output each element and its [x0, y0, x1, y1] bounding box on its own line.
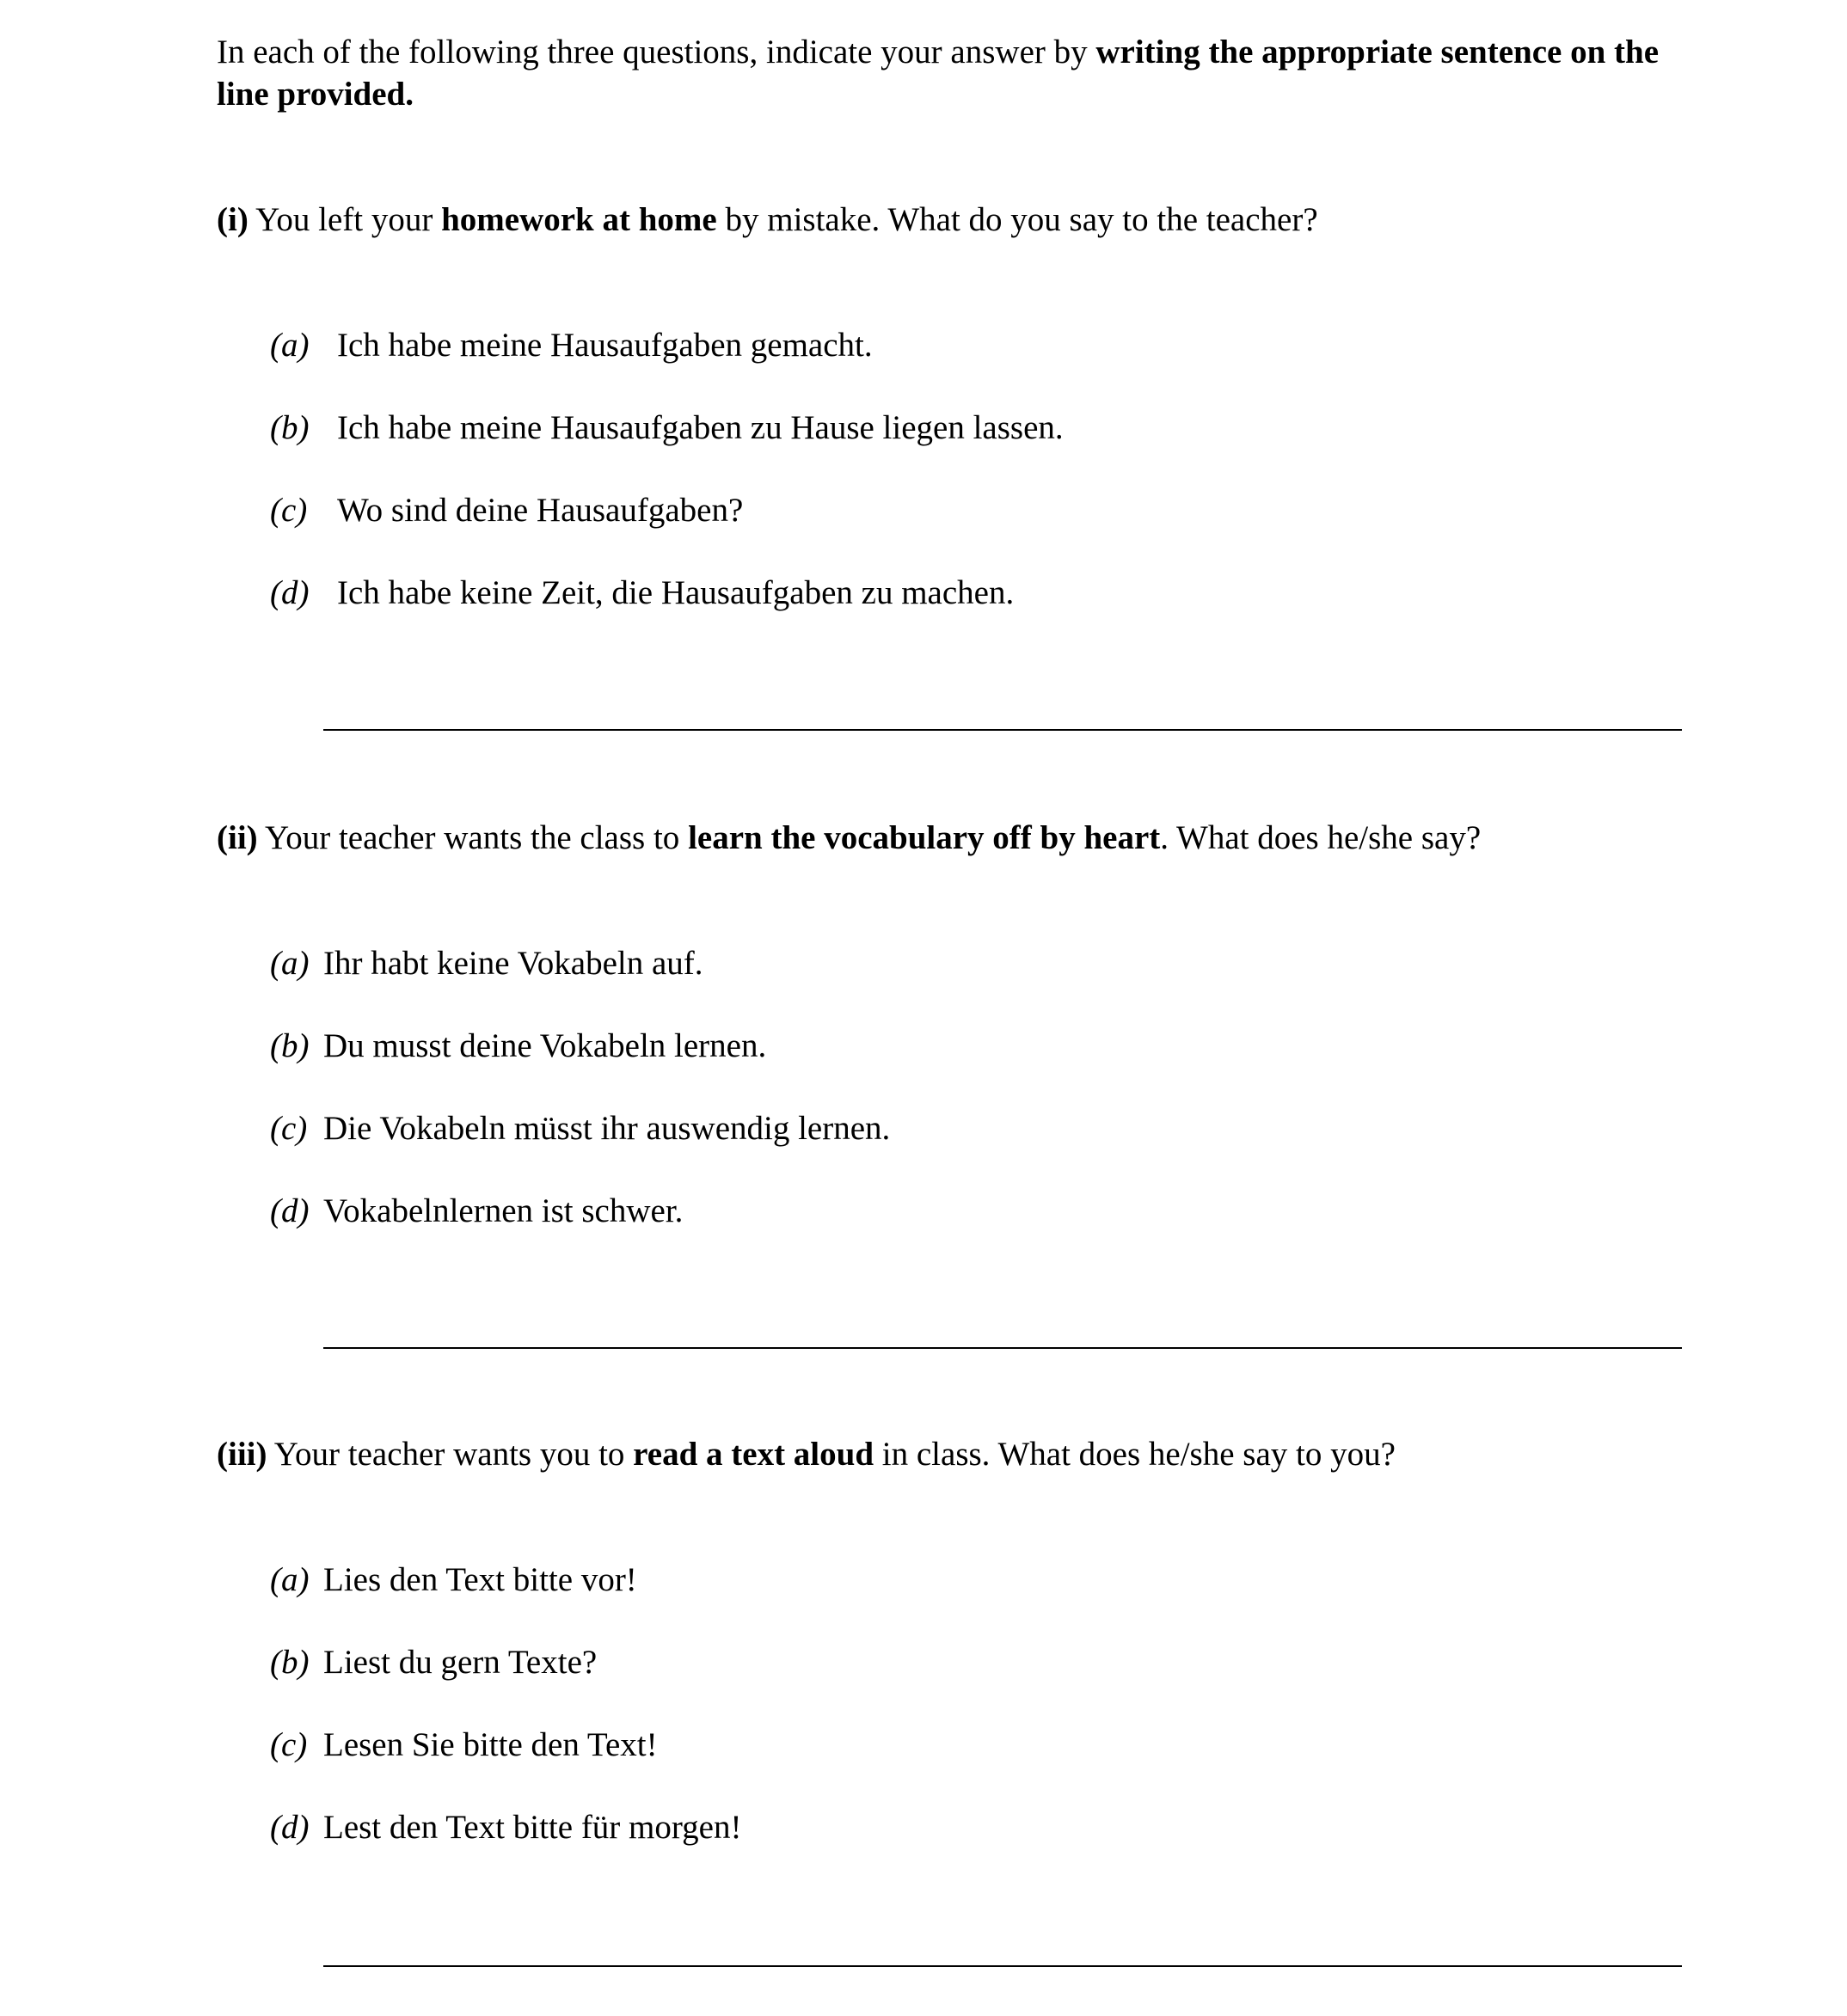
instructions-bold: writing the appropriate sentence on the line provided.	[217, 34, 1660, 113]
option-text: Vokabelnlernen ist schwer.	[323, 1192, 684, 1229]
option-label: (b)	[270, 1644, 310, 1681]
option-text: Lesen Sie bitte den Text!	[323, 1726, 658, 1763]
option-text: Lies den Text bitte vor!	[323, 1561, 637, 1598]
question-number: (i)	[217, 201, 249, 238]
option-label: (d)	[270, 1192, 310, 1229]
option-label: (a)	[270, 327, 310, 364]
question-number: (ii)	[217, 819, 258, 856]
option-label: (d)	[270, 1809, 310, 1846]
option-text: Die Vokabeln müsst ihr auswendig lernen.	[323, 1110, 891, 1147]
option-d	[270, 573, 1014, 615]
question-key-phrase: learn the vocabulary off by heart	[688, 819, 1161, 856]
option-b	[270, 1642, 597, 1684]
option-c	[270, 1725, 658, 1767]
option-text: Wo sind deine Hausaufgaben?	[337, 492, 744, 529]
option-d	[270, 1191, 683, 1233]
option-text: Ich habe meine Hausaufgaben zu Hause liegen lassen.	[337, 409, 1064, 446]
option-c	[270, 490, 743, 532]
answer-line-1[interactable]	[323, 729, 1682, 731]
option-c	[270, 1108, 890, 1150]
option-label: (a)	[270, 1561, 310, 1598]
option-label: (b)	[270, 1027, 310, 1064]
instructions	[217, 31, 1678, 115]
question-number: (iii)	[217, 1436, 267, 1473]
instructions-text: In each of the following three questions, indicate your answer by	[217, 34, 1096, 70]
option-label: (c)	[270, 492, 308, 529]
option-text: Du musst deine Vokabeln lernen.	[323, 1027, 767, 1064]
option-text: Ich habe keine Zeit, die Hausaufgaben zu machen.	[337, 574, 1015, 611]
question-2: (ii) Your teacher wants the class to learn the vocabulary off by heart. What does he/she say?	[217, 819, 1482, 856]
option-b	[270, 407, 1064, 450]
option-b	[270, 1026, 766, 1068]
option-a	[270, 943, 703, 985]
option-a	[270, 325, 873, 367]
question-3: (iii) Your teacher wants you to read a text aloud in class. What does he/she say to you?	[217, 1436, 1396, 1473]
question-1: (i) You left your homework at home by mistake. What do you say to the teacher?	[217, 201, 1318, 238]
option-label: (a)	[270, 945, 310, 982]
option-text: Lest den Text bitte für morgen!	[323, 1809, 742, 1846]
question-key-phrase: homework at home	[441, 201, 717, 238]
option-label: (c)	[270, 1726, 308, 1763]
option-d	[270, 1807, 741, 1849]
question-key-phrase: read a text aloud	[633, 1436, 874, 1473]
option-a	[270, 1559, 637, 1602]
answer-line-3[interactable]	[323, 1965, 1682, 1967]
answer-line-2[interactable]	[323, 1347, 1682, 1349]
option-label: (c)	[270, 1110, 308, 1147]
option-label: (d)	[270, 574, 310, 611]
option-text: Liest du gern Texte?	[323, 1644, 598, 1681]
option-text: Ich habe meine Hausaufgaben gemacht.	[337, 327, 873, 364]
option-text: Ihr habt keine Vokabeln auf.	[323, 945, 703, 982]
option-label: (b)	[270, 409, 310, 446]
